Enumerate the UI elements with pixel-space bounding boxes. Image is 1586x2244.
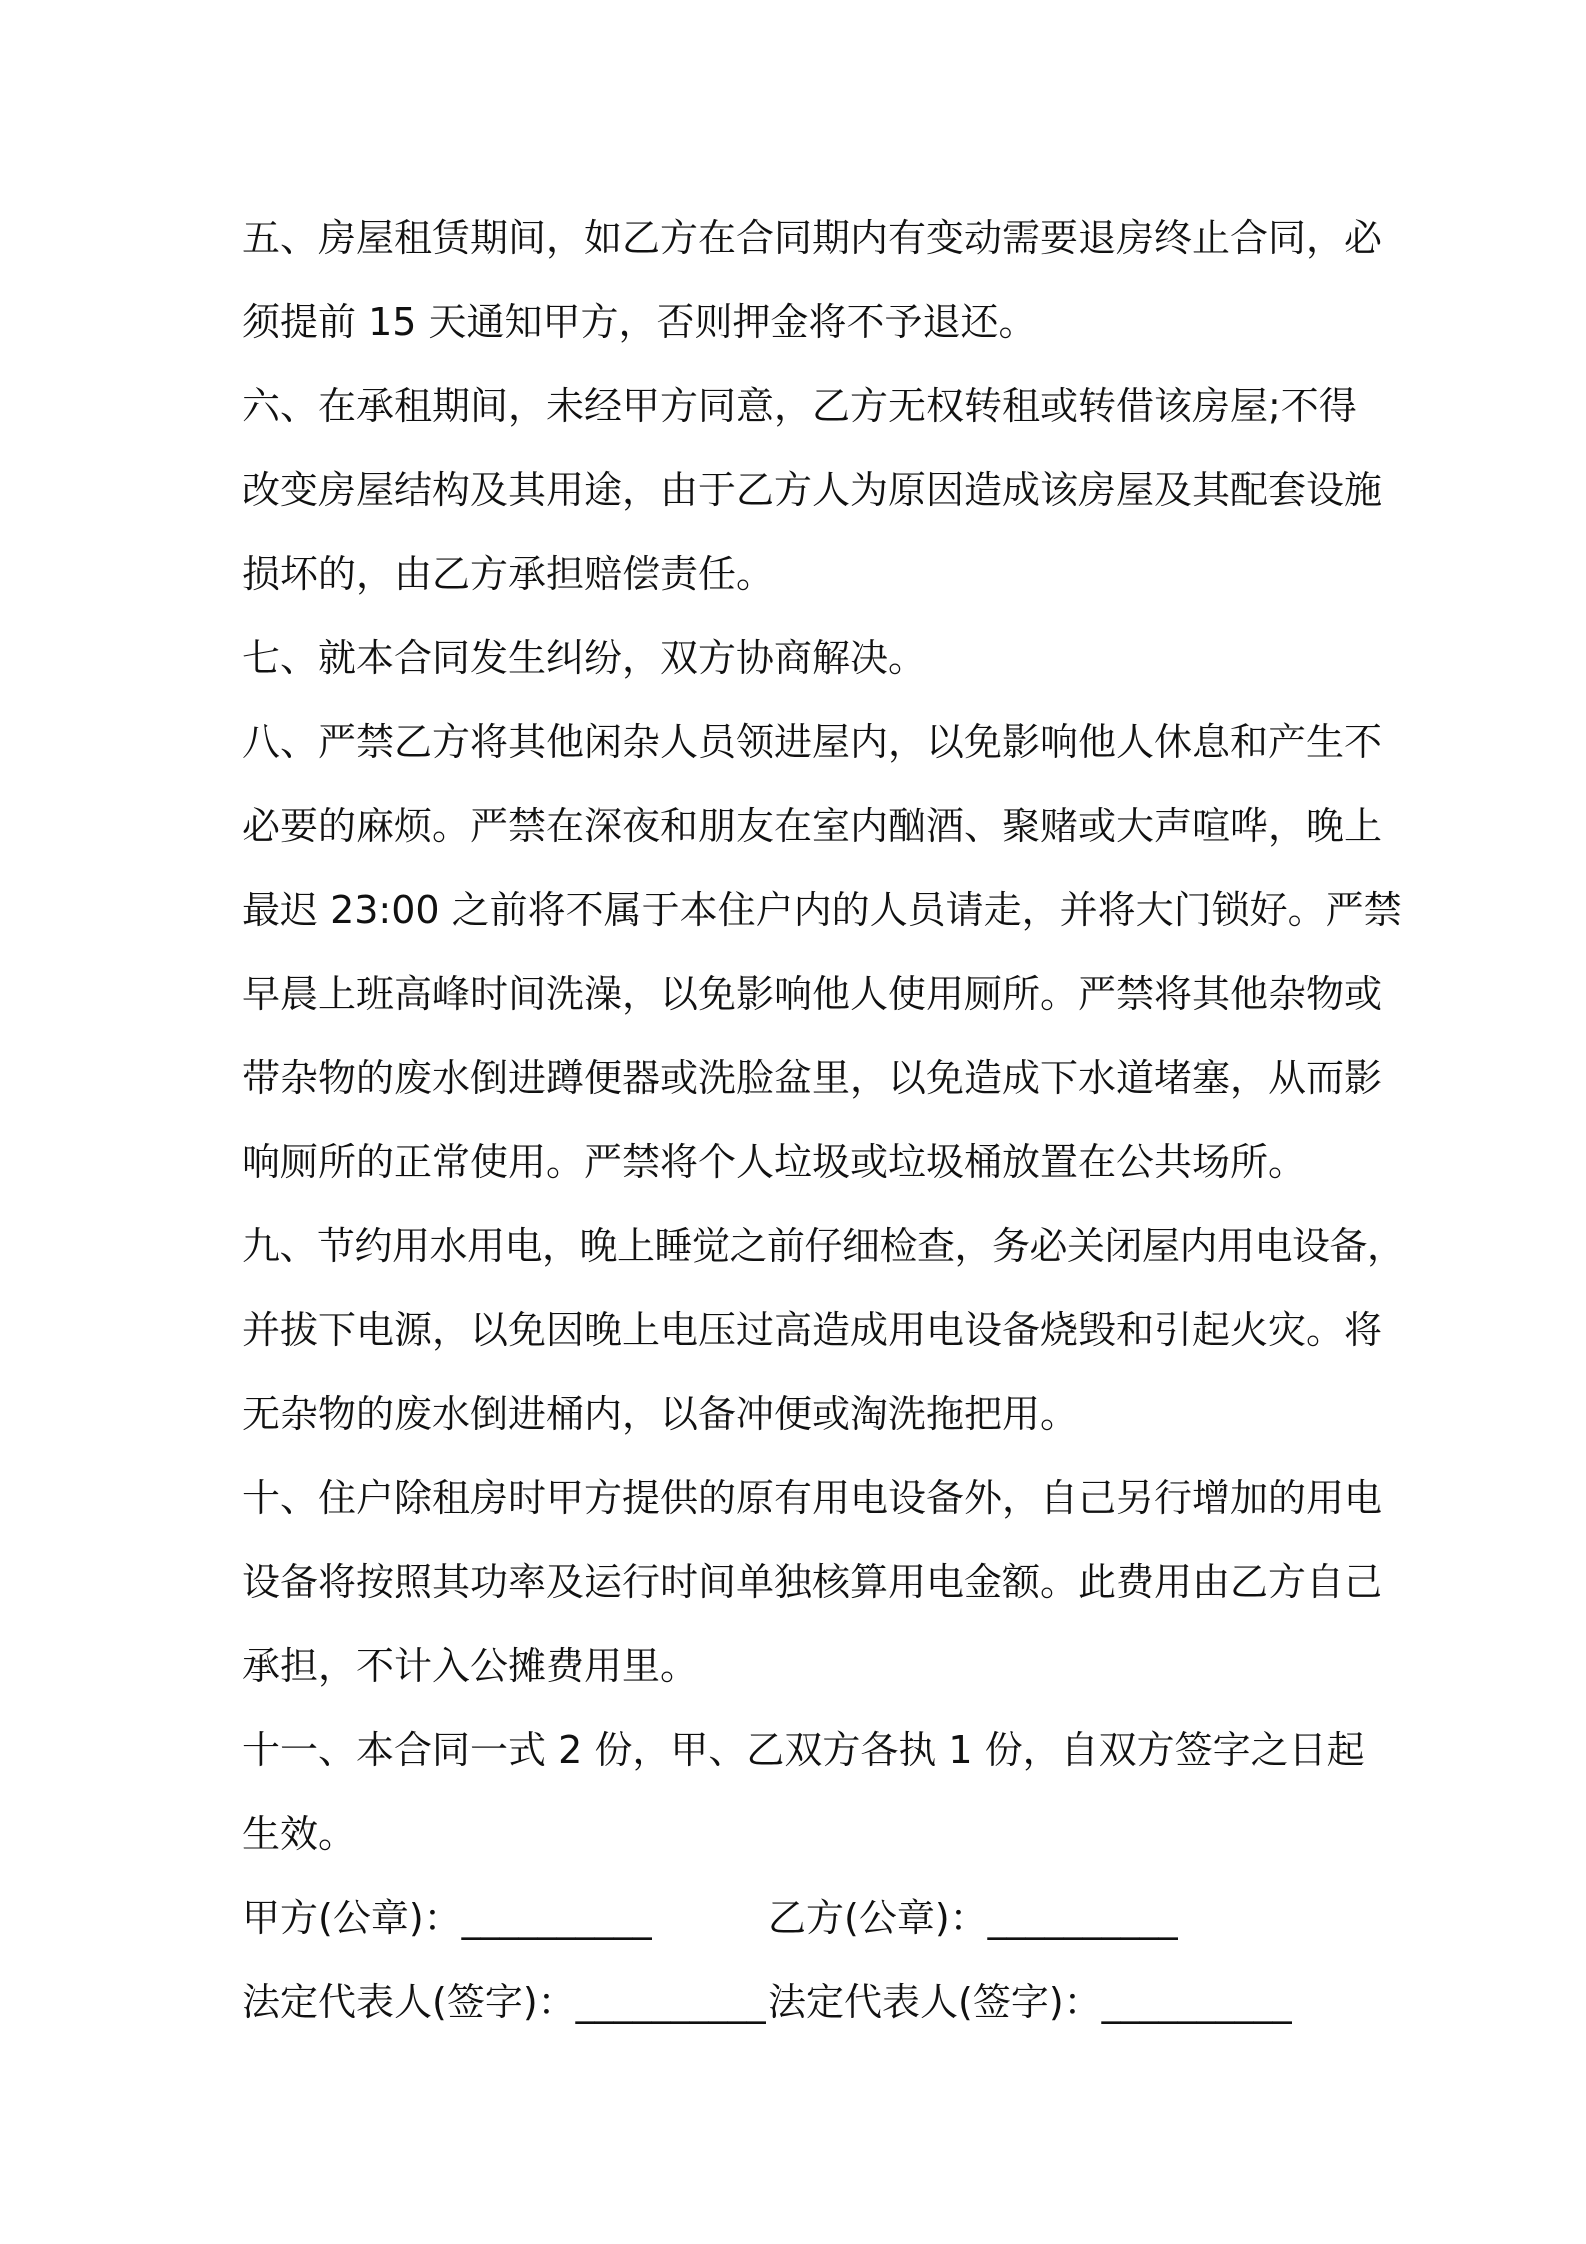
contract-page bbox=[242, 196, 1405, 2044]
party-a-seal-field: 甲方(公章)：__________ bbox=[242, 1896, 652, 1940]
clause-5-line-1: 五、房屋租赁期间，如乙方在合同期内有变动需要退房终止合同，必 bbox=[242, 216, 1383, 260]
clause-10-line-3: 承担，不计入公摊费用里。 bbox=[242, 1644, 699, 1688]
seal-signature-row bbox=[242, 1876, 1352, 1960]
clause-8-line-6: 响厕所的正常使用。严禁将个人垃圾或垃圾桶放置在公共场所。 bbox=[242, 1140, 1307, 1184]
party-b-rep-field: 法定代表人(签字)：__________ bbox=[768, 1980, 1292, 2024]
clause-8-line-1: 八、严禁乙方将其他闲杂人员领进屋内，以免影响他人休息和产生不 bbox=[242, 720, 1383, 764]
clause-9-line-1: 九、节约用水用电，晚上睡觉之前仔细检查，务必关闭屋内用电设备， bbox=[242, 1224, 1405, 1268]
clause-7-line-1: 七、就本合同发生纠纷，双方协商解决。 bbox=[242, 636, 927, 680]
clause-9-line-3: 无杂物的废水倒进桶内，以备冲便或淘洗拖把用。 bbox=[242, 1392, 1079, 1436]
clause-8-line-2: 必要的麻烦。严禁在深夜和朋友在室内酗酒、聚赌或大声喧哗，晚上 bbox=[242, 804, 1383, 848]
clause-9-line-2: 并拔下电源，以免因晚上电压过高造成用电设备烧毁和引起火灾。将 bbox=[242, 1308, 1383, 1352]
clause-6-line-2: 改变房屋结构及其用途，由于乙方人为原因造成该房屋及其配套设施 bbox=[242, 468, 1383, 512]
clause-6-line-3: 损坏的，由乙方承担赔偿责任。 bbox=[242, 552, 775, 596]
clause-8-line-5: 带杂物的废水倒进蹲便器或洗脸盆里，以免造成下水道堵塞，从而影 bbox=[242, 1056, 1383, 1100]
clause-8-line-3: 最迟 23:00 之前将不属于本住户内的人员请走，并将大门锁好。严禁 bbox=[242, 888, 1402, 932]
clause-6-line-1: 六、在承租期间，未经甲方同意，乙方无权转租或转借该房屋;不得 bbox=[242, 384, 1357, 428]
clause-10-line-2: 设备将按照其功率及运行时间单独核算用电金额。此费用由乙方自己 bbox=[242, 1560, 1383, 1604]
clause-11-line-2: 生效。 bbox=[242, 1812, 357, 1856]
party-a-rep-field: 法定代表人(签字)：__________ bbox=[242, 1980, 766, 2024]
clause-5-line-2: 须提前 15 天通知甲方，否则押金将不予退还。 bbox=[242, 300, 1037, 344]
representative-signature-row bbox=[242, 1960, 1352, 2044]
party-b-seal-field: 乙方(公章)：__________ bbox=[768, 1896, 1178, 1940]
clause-8-line-4: 早晨上班高峰时间洗澡，以免影响他人使用厕所。严禁将其他杂物或 bbox=[242, 972, 1383, 1016]
clause-11-line-1: 十一、本合同一式 2 份，甲、乙双方各执 1 份，自双方签字之日起 bbox=[242, 1728, 1365, 1772]
clause-10-line-1: 十、住户除租房时甲方提供的原有用电设备外，自己另行增加的用电 bbox=[242, 1476, 1383, 1520]
